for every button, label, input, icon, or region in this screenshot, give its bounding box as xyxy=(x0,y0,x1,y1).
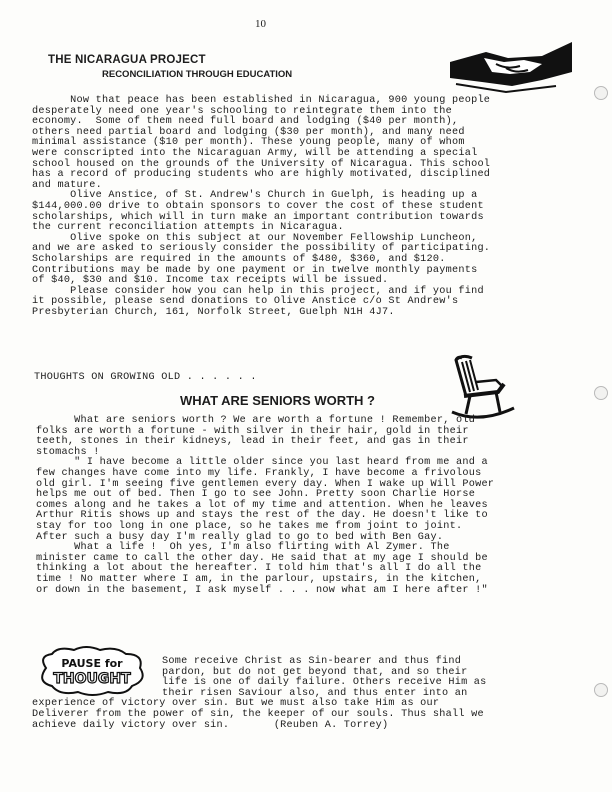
text-line: Arthur Ritis shows up and stays the rest of the day. He doesn't like to xyxy=(36,510,488,522)
text-line: thinking a lot about the hereafter. I told him that's all I do all the xyxy=(36,563,482,575)
article-subtitle: RECONCILIATION THROUGH EDUCATION xyxy=(102,69,293,80)
text-line: Some receive Christ as Sin-bearer and thus find xyxy=(162,656,462,667)
text-line: school housed on the grounds of the University of Nicaragua. This school xyxy=(32,158,491,170)
text-line: and we are asked to seriously consider the possibility of participating. xyxy=(32,243,491,255)
text-line: minister came to call the other day. He said that at my age I should be xyxy=(36,552,488,564)
text-line: Olive spoke on this subject at our November Fellowship Luncheon, xyxy=(32,232,478,244)
text-line: comes along and he takes a lot of my time and attention. When he leaves xyxy=(36,499,488,511)
text-line: stomachs ! xyxy=(36,446,100,458)
binder-hole-bottom xyxy=(594,683,608,697)
text-line: Deliverer from the power of sin, the keeper of our souls. Thus shall we xyxy=(32,708,484,720)
text-line: of $40, $30 and $10. Income tax receipts will be issued. xyxy=(32,275,389,287)
text-line: $144,000.00 drive to obtain sponsors to cover the cost of these student xyxy=(32,200,484,212)
text-line: folks are worth a fortune - with silver in their hair, gold in their xyxy=(36,425,469,437)
text-line: others need partial board and lodging ($30 per month), and many need xyxy=(32,126,465,138)
text-line: time ! No matter where I am, in the parlour, upstairs, in the kitchen, xyxy=(36,573,482,585)
text-line: their risen Saviour also, and thus enter into an xyxy=(162,687,468,699)
text-line: Olive Anstice, of St. Andrew's Church in Guelph, is heading up a xyxy=(32,190,478,202)
nicaragua-article-body xyxy=(32,96,490,318)
text-line: Please consider how you can help in this project, and if you find xyxy=(32,285,484,297)
text-line: old girl. I'm seeing five gentlemen every day. When I wake up Will Power xyxy=(36,478,495,490)
text-line: teeth, stones in their kidneys, lead in their feet, and gas in their xyxy=(36,436,469,448)
badge-line-1: PAUSE for xyxy=(61,657,123,670)
seniors-article-body xyxy=(36,416,494,596)
text-line: What are seniors worth ? We are worth a fortune ! Remember, old xyxy=(36,415,476,426)
text-line: Now that peace has been established in Nicaragua, 900 young people xyxy=(32,95,491,106)
text-line: " I have become a little older since you last heard from me and a xyxy=(36,457,488,469)
handshake-icon xyxy=(446,28,576,100)
binder-hole-top xyxy=(594,86,608,100)
text-line: After such a busy day I'm really glad to go to bed with Ben Gay. xyxy=(36,531,444,543)
badge-line-2: THOUGHT xyxy=(53,671,131,687)
text-line: achieve daily victory over sin. (Reuben A. Torrey) xyxy=(32,719,389,731)
text-line: Contributions may be made by one payment or in twelve monthly payments xyxy=(32,264,478,276)
text-line: scholarships, which will in turn make an important contribution towards xyxy=(32,211,484,223)
text-line: experience of victory over sin. But we must also take Him as our xyxy=(32,698,440,710)
text-line: or down in the basement, I ask myself . . . now what am I here after !" xyxy=(36,584,488,596)
text-line: What a life ! Oh yes, I'm also flirting with Al Zymer. The xyxy=(36,542,450,554)
text-line: economy. Some of them need full board and lodging ($40 per month), xyxy=(32,116,459,128)
text-line: has a record of producing students who are highly motivated, disciplined xyxy=(32,169,491,181)
text-line: were conscripted into the Nicaraguan Army, will be attending a special xyxy=(32,147,478,159)
text-line: desperately need one year's schooling to reintegrate them into the xyxy=(32,105,452,117)
section-heading: THOUGHTS ON GROWING OLD . . . . . . xyxy=(34,372,257,383)
text-line: Presbyterian Church, 161, Norfolk Street, Guelph N1H 4J7. xyxy=(32,306,395,318)
article-title: THE NICARAGUA PROJECT xyxy=(48,54,206,66)
text-line: the current reconciliation attempts in Nicaragua. xyxy=(32,222,344,234)
text-line: helps me out of bed. Then I go to see John. Pretty soon Charlie Horse xyxy=(36,489,476,501)
text-line: stay for too long in one place, so he takes me from joint to joint. xyxy=(36,520,463,532)
text-line: few changes have come into my life. Frankly, I have become a frivolous xyxy=(36,467,482,479)
text-line: and mature. xyxy=(32,179,102,191)
text-line: life is one of daily failure. Others receive Him as xyxy=(162,677,487,689)
text-line: it possible, please send donations to Olive Anstice c/o St Andrew's xyxy=(32,296,459,308)
text-line: pardon, but do not get beyond that, and so their xyxy=(162,666,468,678)
seniors-title: WHAT ARE SENIORS WORTH ? xyxy=(180,393,375,408)
page-number: 10 xyxy=(255,18,266,30)
text-line: minimal assistance ($10 per month). These young people, many of whom xyxy=(32,137,465,149)
rocking-chair-icon xyxy=(448,352,518,424)
pause-for-thought-body xyxy=(32,657,487,731)
text-line: Scholarships are required in the amounts of $480, $360, and $120. xyxy=(32,253,446,265)
binder-hole-middle xyxy=(594,386,608,400)
